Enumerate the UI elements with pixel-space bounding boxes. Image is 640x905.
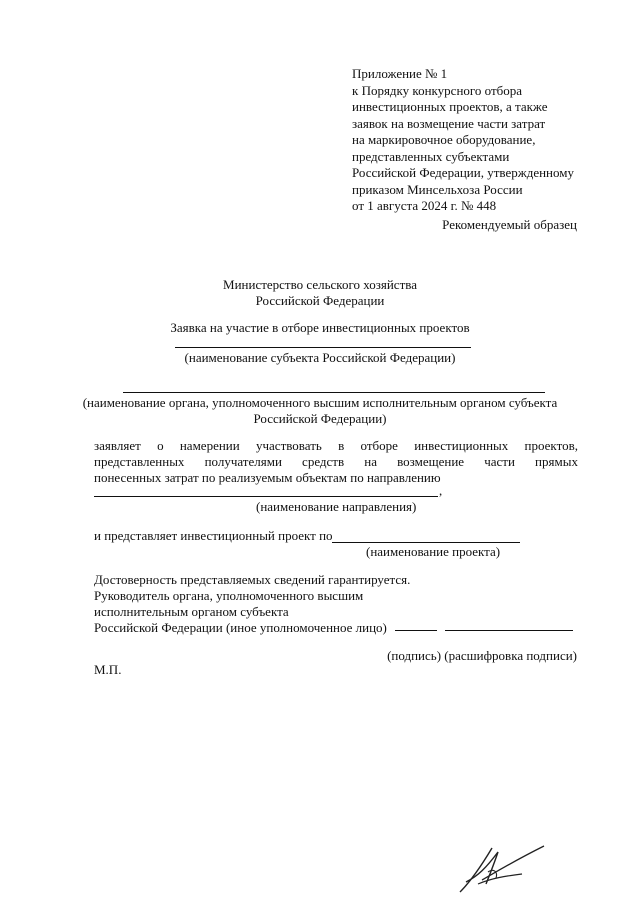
project-name-caption: (наименование проекта) bbox=[366, 544, 501, 559]
signature-field[interactable] bbox=[395, 630, 437, 631]
word: инвестиционных bbox=[414, 438, 509, 453]
project-line-label: и представляет инвестиционный проект по bbox=[94, 528, 333, 543]
word: части bbox=[484, 454, 515, 469]
word: прямых bbox=[535, 454, 578, 469]
word: проектов, bbox=[524, 438, 578, 453]
word: возмещение bbox=[397, 454, 465, 469]
direction-name-field[interactable] bbox=[94, 496, 438, 497]
paragraph-line-3: понесенных затрат по реализуемым объектам по направлению bbox=[94, 470, 441, 485]
appendix-line: на маркировочное оборудование, bbox=[352, 132, 536, 147]
signature-decoding-field[interactable] bbox=[445, 630, 573, 631]
seal-placeholder: М.П. bbox=[94, 662, 122, 677]
appendix-header bbox=[352, 66, 602, 215]
word: участвовать bbox=[256, 438, 322, 453]
word: заявляет bbox=[94, 438, 141, 453]
word: средств bbox=[302, 454, 345, 469]
direction-comma: , bbox=[439, 483, 443, 498]
signature-caption: (подпись) (расшифровка подписи) bbox=[387, 648, 577, 663]
subject-name-caption: (наименование субъекта Российской Федерации) bbox=[184, 350, 456, 365]
word: о bbox=[157, 438, 164, 453]
appendix-line: представленных субъектами bbox=[352, 148, 510, 164]
project-name-field[interactable] bbox=[332, 542, 520, 543]
handwritten-signature bbox=[452, 838, 552, 898]
ministry-line-2: Российской Федерации bbox=[255, 293, 385, 308]
form-title: Заявка на участие в отборе инвестиционных проектов bbox=[170, 320, 470, 335]
body-name-field[interactable] bbox=[123, 392, 545, 393]
appendix-line: Российской Федерации, утвержденному bbox=[352, 165, 574, 180]
word: отборе bbox=[360, 438, 398, 453]
body-name-caption-line-1: (наименование органа, уполномоченного высшим исполнительным органом субъекта bbox=[82, 395, 558, 410]
recommended-sample-label: Рекомендуемый образец bbox=[442, 217, 577, 232]
appendix-line: к Порядку конкурсного отбора bbox=[352, 82, 523, 98]
word: намерении bbox=[179, 438, 240, 453]
paragraph-line-2 bbox=[94, 454, 578, 471]
direction-name-caption: (наименование направления) bbox=[256, 499, 417, 514]
ministry-line-1: Министерство сельского хозяйства bbox=[223, 277, 417, 292]
word: получателями bbox=[204, 454, 282, 469]
paragraph-line-1 bbox=[94, 438, 578, 455]
appendix-line: заявок на возмещение части затрат bbox=[352, 115, 546, 131]
appendix-line: инвестиционных проектов, а также bbox=[352, 99, 548, 114]
word: представленных bbox=[94, 454, 185, 469]
appendix-line: от 1 августа 2024 г. № 448 bbox=[352, 198, 497, 213]
guarantee-line-2: Руководитель органа, уполномоченного высшим bbox=[94, 588, 364, 603]
word: в bbox=[338, 438, 345, 453]
appendix-line: Приложение № 1 bbox=[352, 66, 448, 81]
subject-name-field[interactable] bbox=[175, 347, 471, 348]
guarantee-line-4: Российской Федерации (иное уполномоченное лицо) bbox=[94, 620, 387, 635]
guarantee-line-1: Достоверность представляемых сведений гарантируется. bbox=[94, 572, 411, 587]
word: на bbox=[364, 454, 377, 469]
guarantee-line-3: исполнительным органом субъекта bbox=[94, 604, 289, 619]
appendix-line: приказом Минсельхоза России bbox=[352, 181, 523, 197]
body-name-caption-line-2: Российской Федерации) bbox=[253, 411, 387, 426]
